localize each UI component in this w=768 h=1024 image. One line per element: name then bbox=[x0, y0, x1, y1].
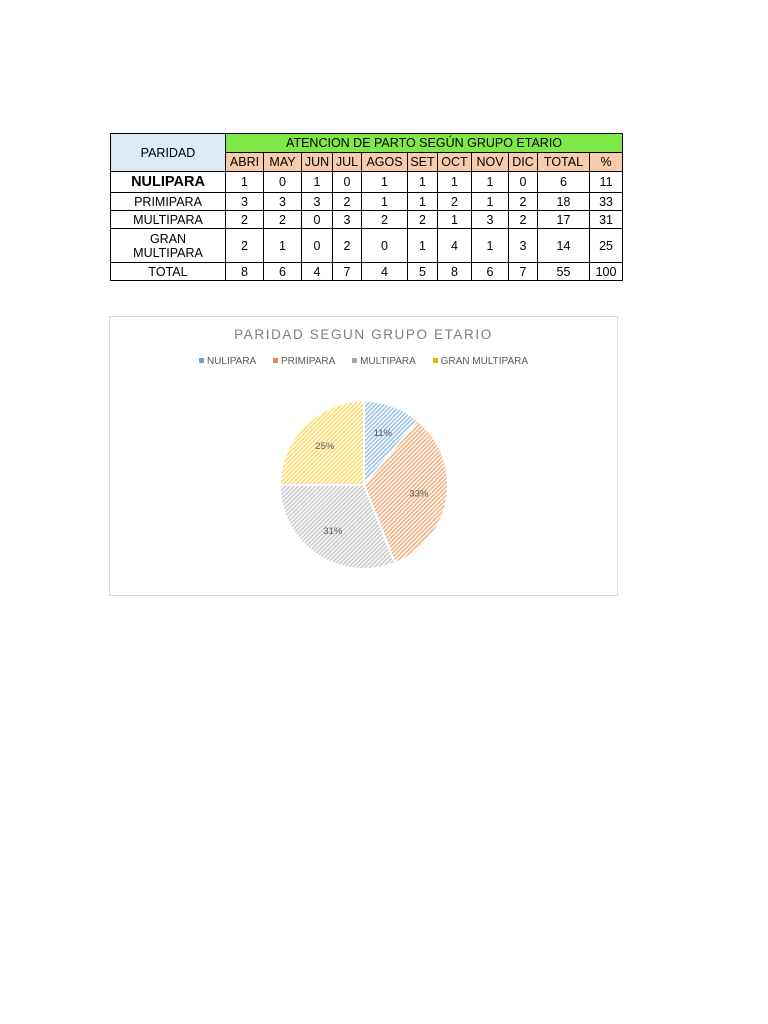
table-cell: 2 bbox=[333, 229, 362, 263]
table-cell: 0 bbox=[333, 172, 362, 193]
table-cell: 2 bbox=[333, 193, 362, 211]
table-cell: 1 bbox=[408, 172, 438, 193]
table-cell: 1 bbox=[226, 172, 264, 193]
table-cell: 0 bbox=[302, 211, 333, 229]
table-cell: 4 bbox=[362, 263, 408, 281]
table-cell: 1 bbox=[302, 172, 333, 193]
table-cell: 2 bbox=[509, 211, 538, 229]
table-cell: 3 bbox=[472, 211, 509, 229]
table-row bbox=[111, 229, 623, 263]
table-cell: 0 bbox=[264, 172, 302, 193]
data-table bbox=[110, 133, 623, 281]
table-cell: 1 bbox=[362, 172, 408, 193]
legend-label: PRIMIPARA bbox=[281, 356, 336, 367]
table-cell: 7 bbox=[509, 263, 538, 281]
table-cell: 7 bbox=[333, 263, 362, 281]
table-cell: 33 bbox=[590, 193, 623, 211]
column-header: OCT bbox=[438, 153, 472, 172]
table-cell: 100 bbox=[590, 263, 623, 281]
table-row bbox=[111, 211, 623, 229]
table-row bbox=[111, 193, 623, 211]
table-cell: 1 bbox=[472, 172, 509, 193]
table-cell: 8 bbox=[226, 263, 264, 281]
table-cell: 55 bbox=[538, 263, 590, 281]
column-header: TOTAL bbox=[538, 153, 590, 172]
table-cell: 1 bbox=[472, 229, 509, 263]
pie-slices bbox=[280, 401, 448, 569]
table-cell: 1 bbox=[408, 229, 438, 263]
table-cell: 3 bbox=[333, 211, 362, 229]
table-cell: 2 bbox=[226, 211, 264, 229]
legend-label: NULIPARA bbox=[206, 356, 257, 367]
table-cell: 1 bbox=[408, 193, 438, 211]
table-cell: 6 bbox=[538, 172, 590, 193]
table-cell: 18 bbox=[538, 193, 590, 211]
table-cell: 11 bbox=[590, 172, 623, 193]
column-header: JUN bbox=[302, 153, 333, 172]
data-label-multipara: 31% bbox=[323, 525, 343, 537]
table-cell: 4 bbox=[438, 229, 472, 263]
column-header: JUL bbox=[333, 153, 362, 172]
table-cell: 1 bbox=[438, 172, 472, 193]
table-cell: 2 bbox=[408, 211, 438, 229]
paridad-header: PARIDAD bbox=[111, 134, 226, 172]
column-header: DIC bbox=[509, 153, 538, 172]
data-label-nulipara: 11% bbox=[373, 427, 392, 439]
table-cell: 1 bbox=[264, 229, 302, 263]
pie-plot-area bbox=[110, 317, 617, 595]
table-title: ATENCION DE PARTO SEGÚN GRUPO ETARIO bbox=[226, 134, 623, 153]
table-cell: 3 bbox=[302, 193, 333, 211]
table-cell: 0 bbox=[302, 229, 333, 263]
table-cell: 0 bbox=[362, 229, 408, 263]
table-cell: 3 bbox=[264, 193, 302, 211]
table-cell: 1 bbox=[472, 193, 509, 211]
legend-label: MULTIPARA bbox=[360, 356, 416, 367]
table-cell: 2 bbox=[509, 193, 538, 211]
table-row-total bbox=[111, 263, 623, 281]
table-row bbox=[111, 172, 623, 193]
row-label: GRAN MULTIPARA bbox=[111, 229, 226, 263]
table-cell: 17 bbox=[538, 211, 590, 229]
table-cell: 0 bbox=[509, 172, 538, 193]
table-cell: 25 bbox=[590, 229, 623, 263]
data-label-primipara: 33% bbox=[409, 488, 429, 500]
column-header: NOV bbox=[472, 153, 509, 172]
table-cell: 14 bbox=[538, 229, 590, 263]
column-header: SET bbox=[408, 153, 438, 172]
table-cell: 2 bbox=[264, 211, 302, 229]
table-cell: 2 bbox=[438, 193, 472, 211]
column-header: MAY bbox=[264, 153, 302, 172]
table-cell: 3 bbox=[509, 229, 538, 263]
row-label: TOTAL bbox=[111, 263, 226, 281]
column-header: ABRI bbox=[226, 153, 264, 172]
column-header: % bbox=[590, 153, 623, 172]
row-label: PRIMIPARA bbox=[111, 193, 226, 211]
chart-title: PARIDAD SEGUN GRUPO ETARIO bbox=[234, 327, 493, 342]
column-header: AGOS bbox=[362, 153, 408, 172]
table-cell: 4 bbox=[302, 263, 333, 281]
table-cell: 1 bbox=[438, 211, 472, 229]
table-cell: 5 bbox=[408, 263, 438, 281]
data-label-gran-multipara: 25% bbox=[315, 440, 335, 452]
table-cell: 31 bbox=[590, 211, 623, 229]
table-cell: 3 bbox=[226, 193, 264, 211]
pie-chart bbox=[109, 316, 618, 596]
table-cell: 1 bbox=[362, 193, 408, 211]
row-label: MULTIPARA bbox=[111, 211, 226, 229]
table-cell: 6 bbox=[264, 263, 302, 281]
legend-label: GRAN MULTIPARA bbox=[440, 356, 529, 367]
table-cell: 2 bbox=[226, 229, 264, 263]
table-cell: 2 bbox=[362, 211, 408, 229]
table-cell: 8 bbox=[438, 263, 472, 281]
row-label: NULIPARA bbox=[111, 172, 226, 193]
table-cell: 6 bbox=[472, 263, 509, 281]
